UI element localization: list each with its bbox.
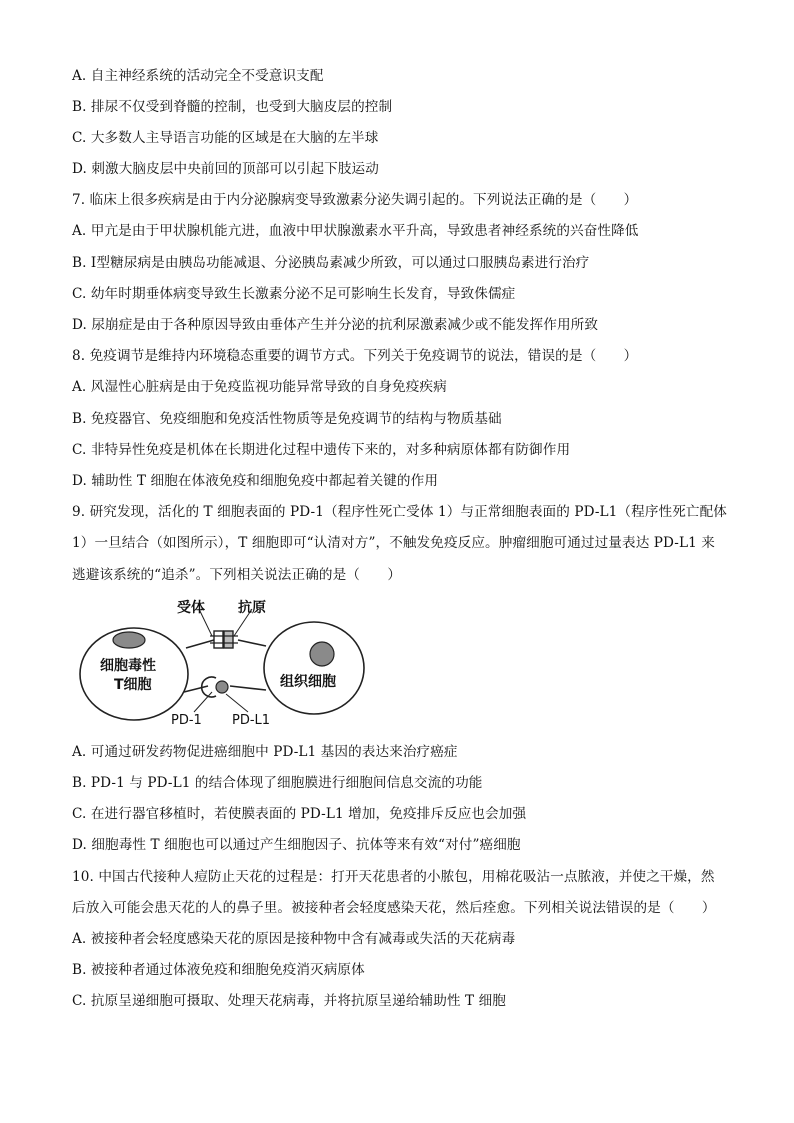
option-text: A. 自主神经系统的活动完全不受意识支配: [72, 68, 324, 84]
receptor-shape: [214, 631, 223, 648]
tcell-nucleus: [113, 632, 145, 648]
tissue-cell-outline: [264, 622, 364, 714]
option-text: B. 被接种者通过体液免疫和细胞免疫消灭病原体: [72, 962, 365, 978]
label-pd1: PD-1: [171, 713, 202, 728]
option-text: D. 辅助性 T 细胞在体液免疫和细胞免疫中都起着关键的作用: [72, 473, 439, 489]
question-9-stem-cont: 逃避该系统的“追杀”。下列相关说法正确的是（ ）: [72, 567, 402, 583]
option-text: A. 被接种者会轻度感染天花的原因是接种物中含有减毒或失活的天花病毒: [72, 931, 516, 947]
option-text: A. 风湿性心脏病是由于免疫监视功能异常导致的自身免疫疾病: [72, 379, 447, 395]
question-7-stem: 7. 临床上很多疾病是由于内分泌腺病变导致激素分泌失调引起的。下列说法正确的是（ ）: [72, 192, 638, 208]
pdl1-shape: [216, 681, 228, 693]
option-text: C. 抗原呈递细胞可摄取、处理天花病毒，并将抗原呈递给辅助性 T 细胞: [72, 993, 506, 1009]
label-pdl1: PD-L1: [232, 713, 271, 728]
option-text: C. 幼年时期垂体病变导致生长激素分泌不足可影响生长发育，导致侏儒症: [72, 286, 516, 302]
question-10-stem: 10. 中国古代接种人痘防止天花的过程是：打开天花患者的小脓包，用棉花吸沾一点脓液，并使之干燥，然: [72, 869, 715, 885]
option-text: B. 免疫器官、免疫细胞和免疫活性物质等是免疫调节的结构与物质基础: [72, 411, 502, 427]
pd1-pdl1-diagram: [74, 596, 374, 732]
option-text: D. 细胞毒性 T 细胞也可以通过产生细胞因子、抗体等来有效“对付”癌细胞: [72, 837, 521, 853]
option-text: B. PD-1 与 PD-L1 的结合体现了细胞膜进行细胞间信息交流的功能: [72, 775, 483, 791]
antigen-shape: [224, 631, 233, 648]
question-9-stem: 9. 研究发现，活化的 T 细胞表面的 PD-1（程序性死亡受体 1）与正常细胞表面的 PD-L1（程序性死亡配体: [72, 504, 727, 520]
label-receptor: 受体: [177, 600, 205, 616]
question-10-stem-cont: 后放入可能会患天花的人的鼻子里。被接种者会轻度感染天花，然后痊愈。下列相关说法错误的是（ ）: [72, 900, 716, 916]
question-8-stem: 8. 免疫调节是维持内环境稳态重要的调节方式。下列关于免疫调节的说法，错误的是（ ）: [72, 348, 638, 364]
label-tcell-line1: 细胞毒性: [100, 658, 156, 674]
option-text: A. 可通过研发药物促进癌细胞中 PD-L1 基因的表达来治疗癌症: [72, 744, 458, 760]
label-tcell-line2: T细胞: [114, 677, 152, 693]
option-text: A. 甲亢是由于甲状腺机能亢进，血液中甲状腺激素水平升高，导致患者神经系统的兴奋性降低: [72, 223, 639, 239]
label-tissue-cell: 组织细胞: [280, 674, 336, 690]
option-text: C. 在进行器官移植时，若使膜表面的 PD-L1 增加，免疫排斥反应也会加强: [72, 806, 527, 822]
option-text: C. 非特异性免疫是机体在长期进化过程中遗传下来的，对多种病原体都有防御作用: [72, 442, 571, 458]
label-antigen: 抗原: [238, 600, 266, 616]
option-text: C. 大多数人主导语言功能的区域是在大脑的左半球: [72, 130, 379, 146]
option-text: B. 排尿不仅受到脊髓的控制，也受到大脑皮层的控制: [72, 99, 393, 115]
question-9-stem-cont: 1）一旦结合（如图所示），T 细胞即可“认清对方”，不触发免疫反应。肿瘤细胞可通过过量表达 PD-L1 来: [72, 535, 715, 551]
tissue-cell-nucleus: [310, 642, 334, 666]
option-text: D. 刺激大脑皮层中央前回的顶部可以引起下肢运动: [72, 161, 379, 177]
option-text: D. 尿崩症是由于各种原因导致由垂体产生并分泌的抗利尿激素减少或不能发挥作用所致: [72, 317, 599, 333]
option-text: B. Ⅰ型糖尿病是由胰岛功能减退、分泌胰岛素减少所致，可以通过口服胰岛素进行治疗: [72, 255, 590, 271]
